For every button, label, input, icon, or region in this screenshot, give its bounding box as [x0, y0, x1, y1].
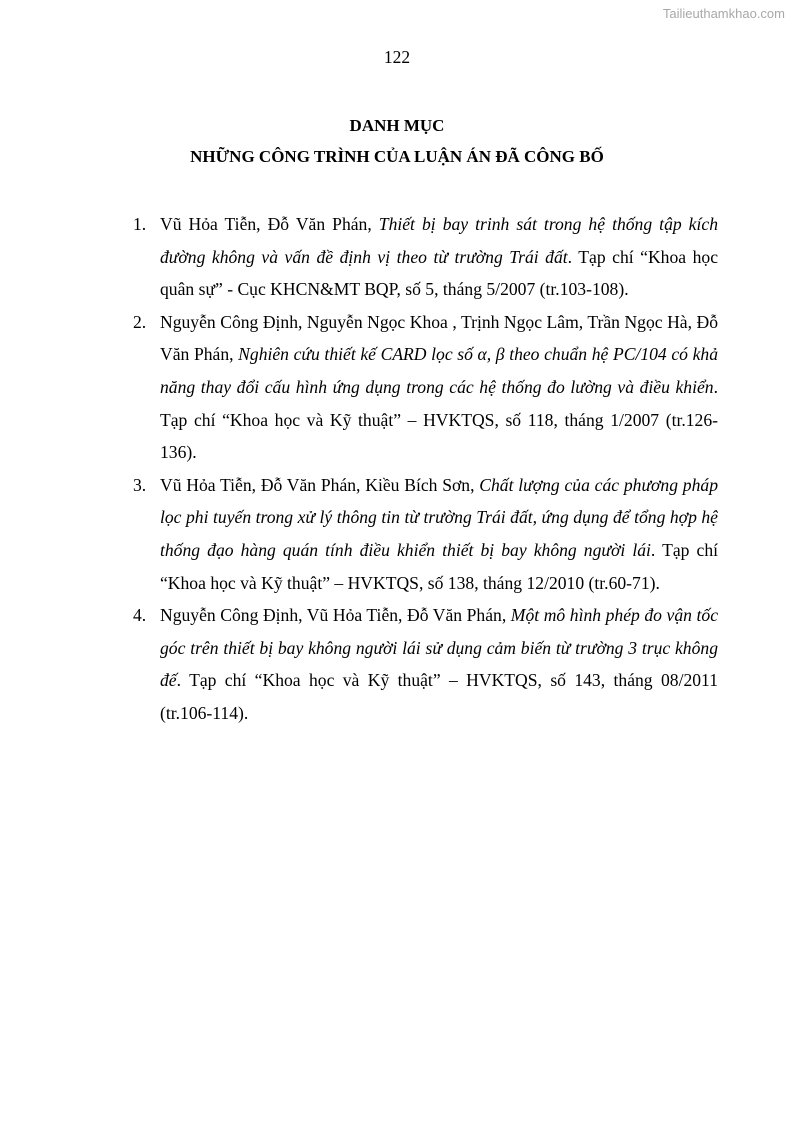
item-title: Một mô hình phép đo vận tốc góc trên thiết bị bay không người lái sử dụng cảm biến từ trường 3 trục không đế	[160, 605, 719, 691]
publication-item	[133, 469, 718, 599]
item-details: . Tạp chí “Khoa học và Kỹ thuật” – HVKTQS, số 118, tháng 1/2007 (tr.126-136).	[160, 376, 718, 463]
publication-item	[133, 599, 718, 729]
item-number: 2.	[133, 311, 147, 332]
item-details: . Tạp chí “Khoa học và Kỹ thuật” – HVKTQS, số 143, tháng 08/2011 (tr.106-114).	[160, 670, 718, 723]
watermark: Tailieuthamkhao.com	[662, 6, 785, 21]
item-authors: Vũ Hỏa Tiễn, Đỗ Văn Phán,	[160, 214, 379, 234]
item-number: 1.	[133, 214, 147, 234]
item-title: Thiết bị bay trinh sát trong hệ thống tập kích đường không và vấn đề định vị theo từ trường Trái đất	[160, 214, 718, 267]
item-title: Nghiên cứu thiết kế CARD lọc số α, β theo chuẩn hệ PC/104 có khả năng thay đổi cấu hình ứng dụng trong các hệ thống đo lường và điều khiển	[160, 344, 718, 397]
item-authors: Nguyễn Công Định, Vũ Hỏa Tiễn, Đỗ Văn Phán,	[160, 605, 511, 626]
item-title: Chất lượng của các phương pháp lọc phi tuyến trong xử lý thông tin từ trường Trái đất, ứng dụng để tổng hợp hệ thống đạo hàng quán tính điều khiển thiết bị bay không người lái	[160, 474, 718, 560]
publication-list	[133, 208, 718, 730]
item-details: . Tạp chí “Khoa học quân sự” - Cục KHCN&MT BQP, số 5, tháng 5/2007 (tr.103-108).	[160, 246, 719, 300]
item-details: . Tạp chí “Khoa học và Kỹ thuật” – HVKTQS, số 138, tháng 12/2010 (tr.60-71).	[160, 539, 719, 593]
item-authors: Vũ Hỏa Tiễn, Đỗ Văn Phán, Kiều Bích Sơn,	[160, 474, 480, 495]
item-number: 4.	[133, 605, 147, 626]
heading-line-1: DANH MỤC	[349, 116, 445, 135]
publication-item	[133, 208, 718, 306]
item-number: 3.	[133, 474, 147, 495]
publication-item	[133, 306, 718, 469]
item-authors: Nguyễn Công Định, Nguyễn Ngọc Khoa , Trịnh Ngọc Lâm, Trần Ngọc Hà, Đỗ Văn Phán,	[160, 311, 718, 365]
page-number: 122	[383, 47, 411, 67]
heading-line-2: NHỮNG CÔNG TRÌNH CỦA LUẬN ÁN ĐÃ CÔNG BỐ	[190, 147, 604, 166]
